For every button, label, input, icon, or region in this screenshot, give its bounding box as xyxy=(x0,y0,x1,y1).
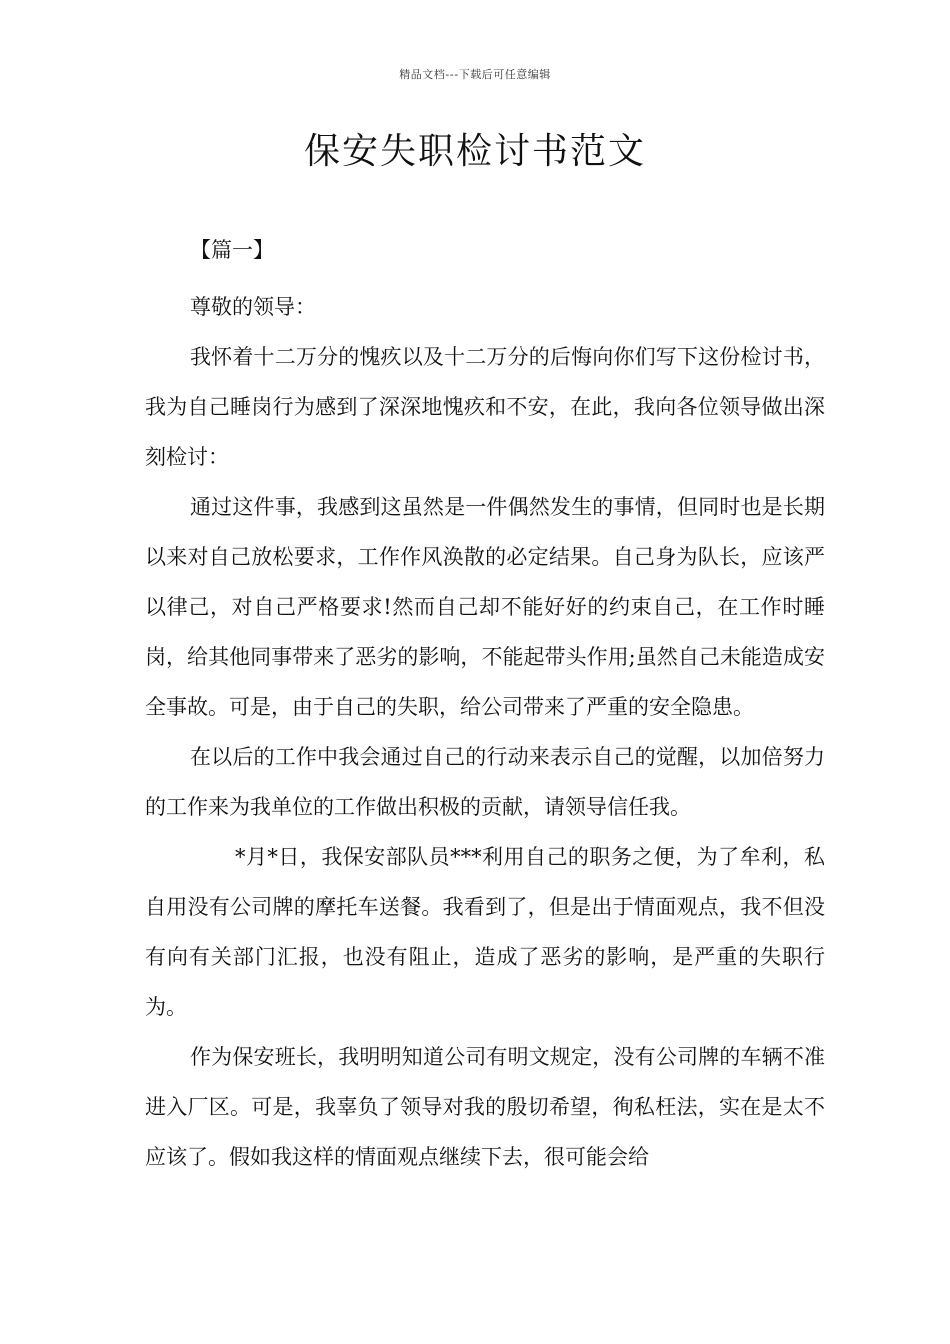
document-title: 保安失职检讨书范文 xyxy=(303,131,646,172)
section-label: 【篇一】 xyxy=(190,238,274,262)
document-body xyxy=(145,282,825,1182)
body-paragraph: 在以后的工作中我会通过自己的行动来表示自己的觉醒，以加倍努力的工作来为我单位的工作做出积极的贡献，请领导信任我。 xyxy=(145,745,825,819)
body-paragraph: *月*日，我保安部队员***利用自己的职务之便，为了牟利，私自用没有公司牌的摩托车送餐。我看到了，但是出于情面观点，我不但没有向有关部门汇报，也没有阻止，造成了恶劣的影响，是严重的失职行为。 xyxy=(145,845,825,1019)
body-paragraph: 通过这件事，我感到这虽然是一件偶然发生的事情，但同时也是长期以来对自己放松要求，工作作风涣散的必定结果。自己身为队长，应该严以律己，对自己严格要求!然而自己却不能好好的约束自己，在工作时睡岗，给其他同事带来了恶劣的影响，不能起带头作用;虽然自己未能造成安全事故。可是，由于自己的失职，给公司带来了严重的安全隐患。 xyxy=(145,495,825,719)
body-paragraph: 作为保安班长，我明明知道公司有明文规定，没有公司牌的车辆不准进入厂区。可是，我辜负了领导对我的殷切希望，徇私枉法，实在是太不应该了。假如我这样的情面观点继续下去，很可能会给 xyxy=(145,1045,825,1169)
body-paragraph: 我怀着十二万分的愧疚以及十二万分的后悔向你们写下这份检讨书，我为自己睡岗行为感到了深深地愧疚和不安，在此，我向各位领导做出深刻检讨： xyxy=(145,345,825,469)
salutation-paragraph: 尊敬的领导： xyxy=(190,295,316,319)
header-note: 精品文档---下载后可任意编辑 xyxy=(399,68,551,81)
